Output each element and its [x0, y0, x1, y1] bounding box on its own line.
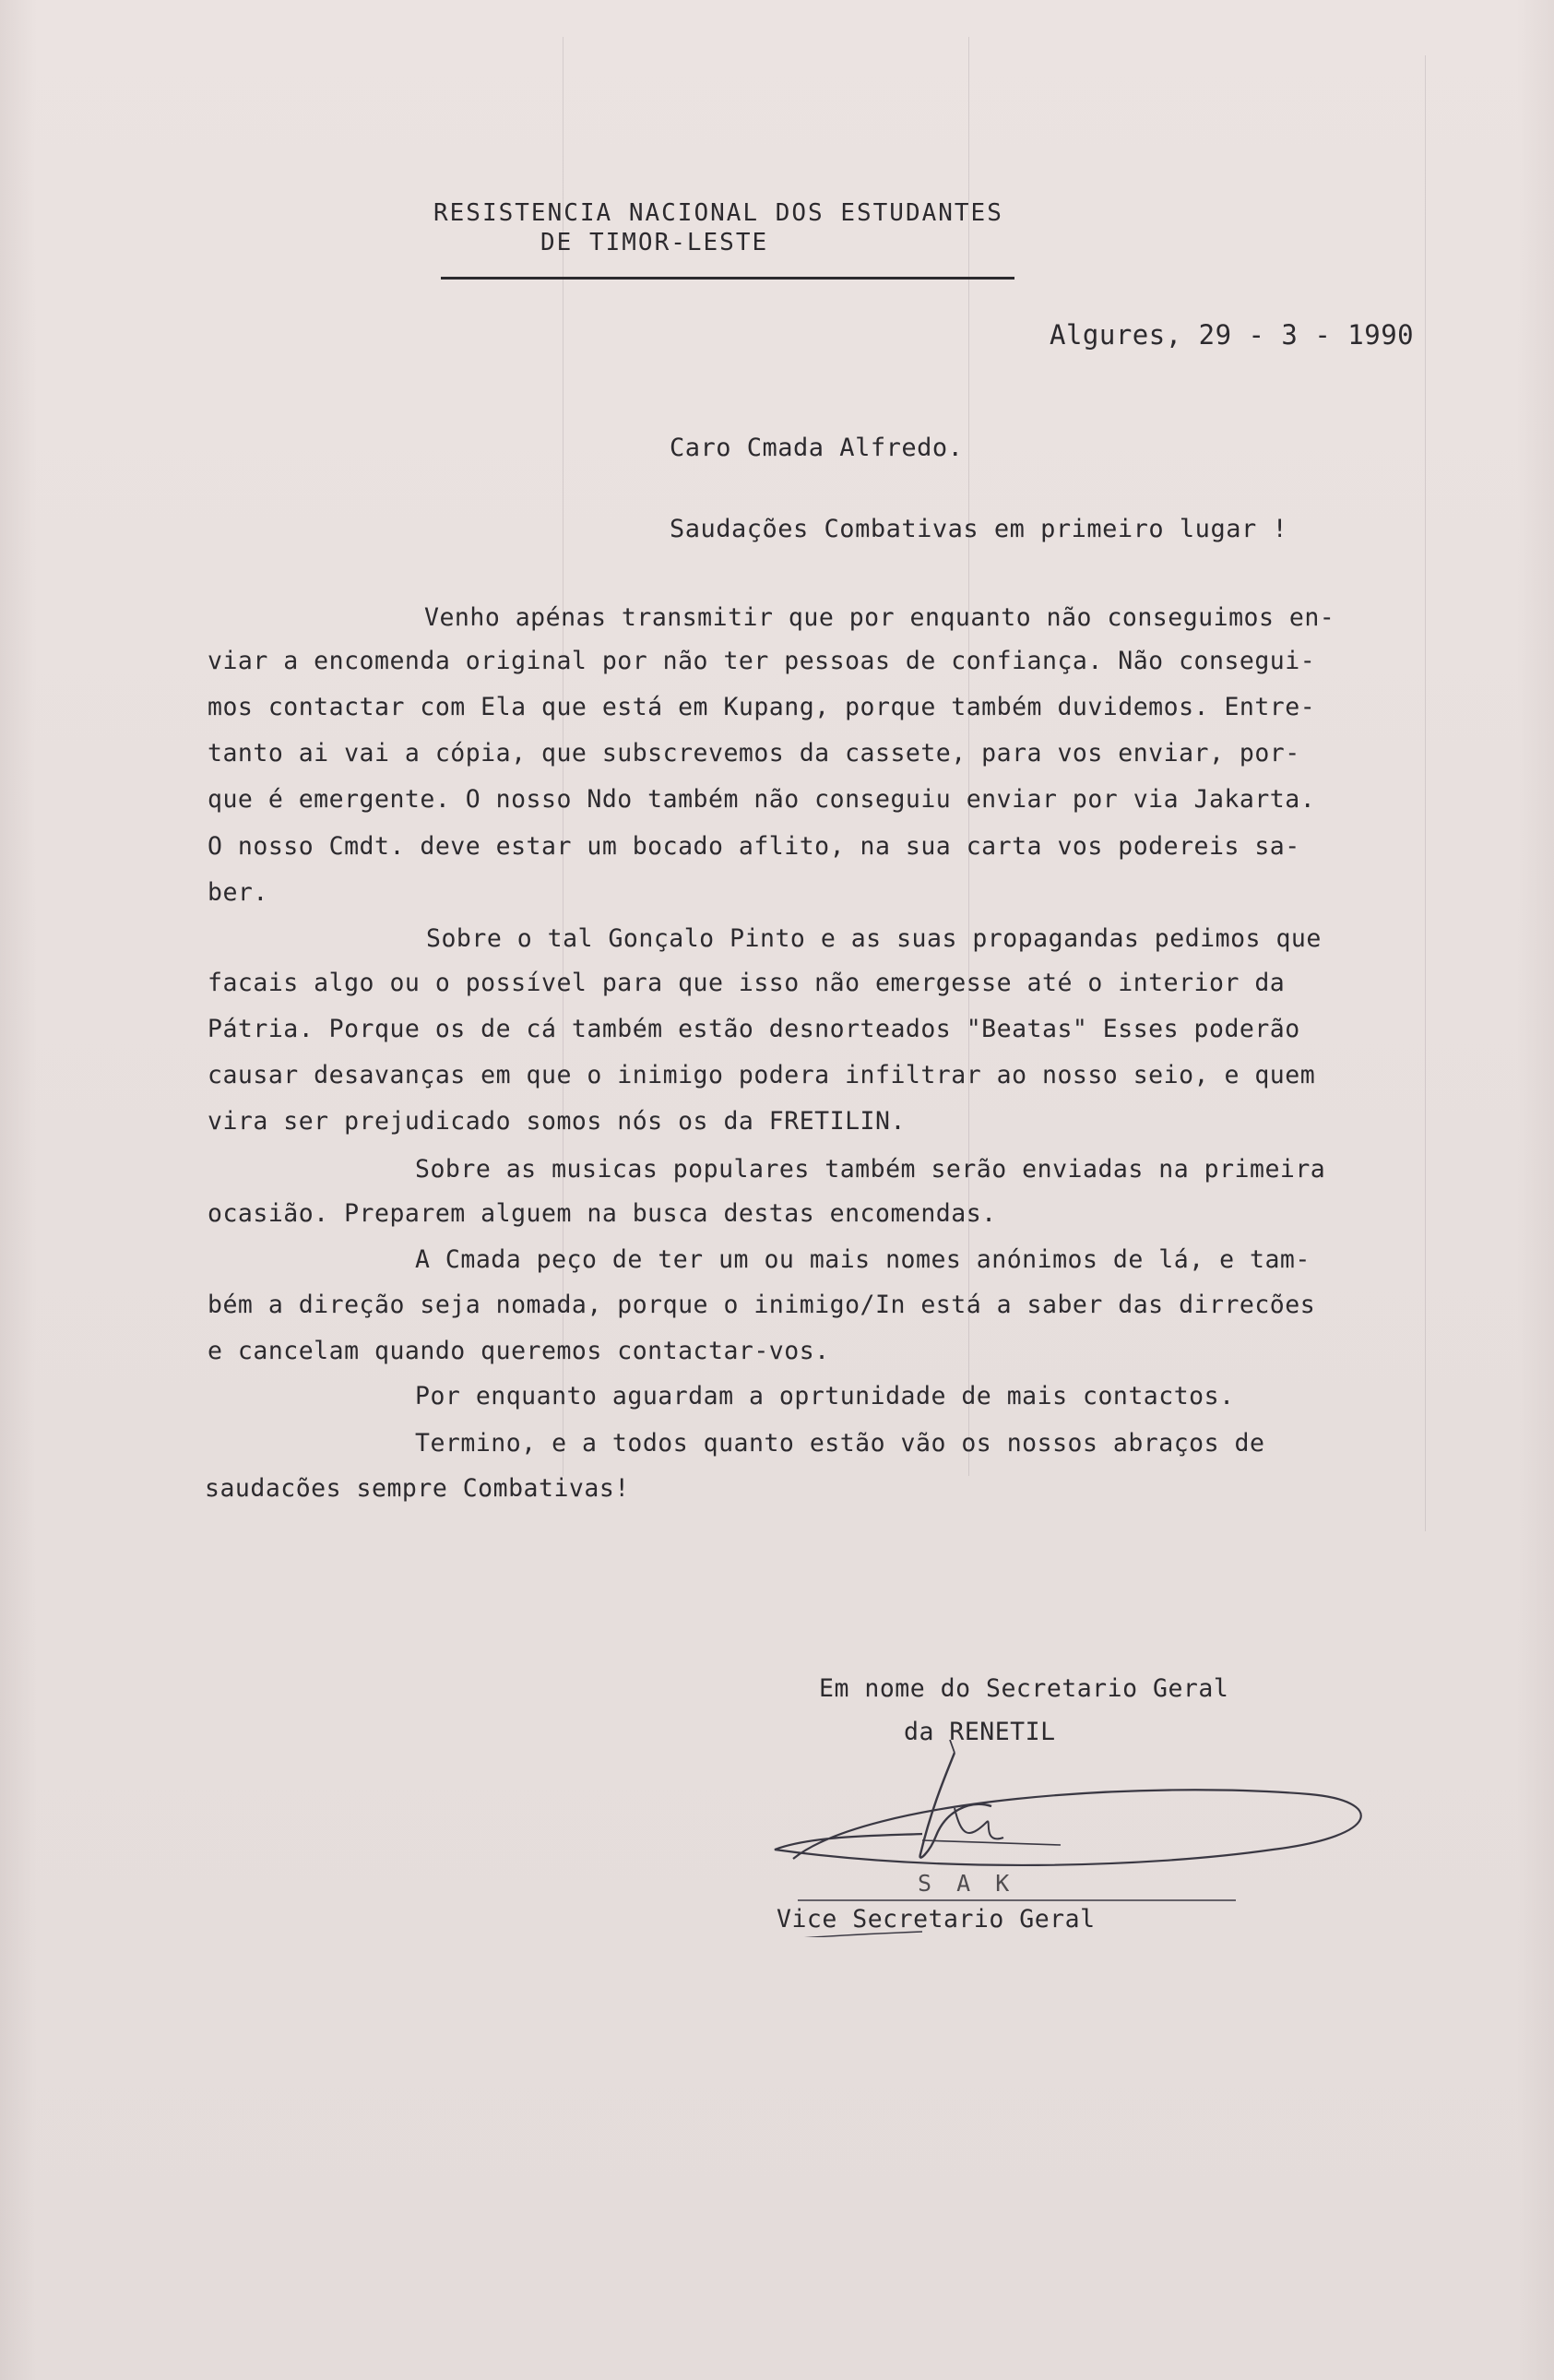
body-line: ocasião. Preparem alguem na busca destas encomendas.: [208, 1199, 997, 1228]
body-line: causar desavanças em que o inimigo podera infiltrar ao nosso seio, e quem: [208, 1061, 1316, 1089]
signature-line-3: Vice Secretario Geral: [777, 1905, 1096, 1934]
body-line: bém a direção seja nomada, porque o inimigo/In está a saber das dirrecões: [208, 1291, 1316, 1319]
body-line: Venho apénas transmitir que por enquanto não conseguimos en-: [424, 603, 1335, 632]
dateline: Algures, 29 - 3 - 1990: [1050, 319, 1415, 351]
body-line: que é emergente. O nosso Ndo também não conseguiu enviar por via Jakarta.: [208, 785, 1316, 814]
page-edge-shadow-right: [1517, 0, 1554, 2380]
letterhead-line-1: RESISTENCIA NACIONAL DOS ESTUDANTES: [433, 199, 1003, 227]
body-line: Por enquanto aguardam a oprtunidade de mais contactos.: [415, 1382, 1235, 1410]
body-line: vira ser prejudicado somos nós os da FRETILIN.: [208, 1107, 906, 1136]
body-line: O nosso Cmdt. deve estar um bocado aflito, na sua carta vos podereis sa-: [208, 832, 1300, 861]
show-through-mark: [1425, 55, 1426, 1531]
body-line: Pátria. Porque os de cá também estão desnorteados "Beatas" Esses poderão: [208, 1015, 1300, 1043]
body-line: ber.: [208, 878, 268, 907]
body-line: Sobre as musicas populares também serão enviadas na primeira: [415, 1155, 1326, 1184]
body-line: saudacões sempre Combativas!: [205, 1474, 630, 1503]
body-line: mos contactar com Ela que está em Kupang, porque também duvidemos. Entre-: [208, 693, 1316, 721]
body-line: facais algo ou o possível para que isso não emergesse até o interior da: [208, 969, 1286, 997]
body-line: A Cmada peço de ter um ou mais nomes anónimos de lá, e tam-: [415, 1245, 1311, 1274]
page-edge-shadow-left: [0, 0, 37, 2380]
greeting: Saudações Combativas em primeiro lugar !: [670, 515, 1288, 543]
signatory-name: S A K: [918, 1870, 1015, 1897]
signature-line-2: da RENETIL: [904, 1718, 1056, 1746]
body-line: Termino, e a todos quanto estão vão os nossos abraços de: [415, 1429, 1265, 1458]
body-line: viar a encomenda original por não ter pessoas de confiança. Não consegui-: [208, 647, 1316, 675]
salutation: Caro Cmada Alfredo.: [670, 434, 964, 462]
signature-line-1: Em nome do Secretario Geral: [819, 1674, 1229, 1703]
body-line: Sobre o tal Gonçalo Pinto e as suas propagandas pedimos que: [426, 924, 1322, 953]
body-line: e cancelam quando queremos contactar-vos.: [208, 1337, 830, 1365]
letterhead-line-2: DE TIMOR-LESTE: [540, 229, 769, 256]
body-line: tanto ai vai a cópia, que subscrevemos da cassete, para vos enviar, por-: [208, 739, 1300, 768]
letterhead-rule: [441, 277, 1014, 280]
